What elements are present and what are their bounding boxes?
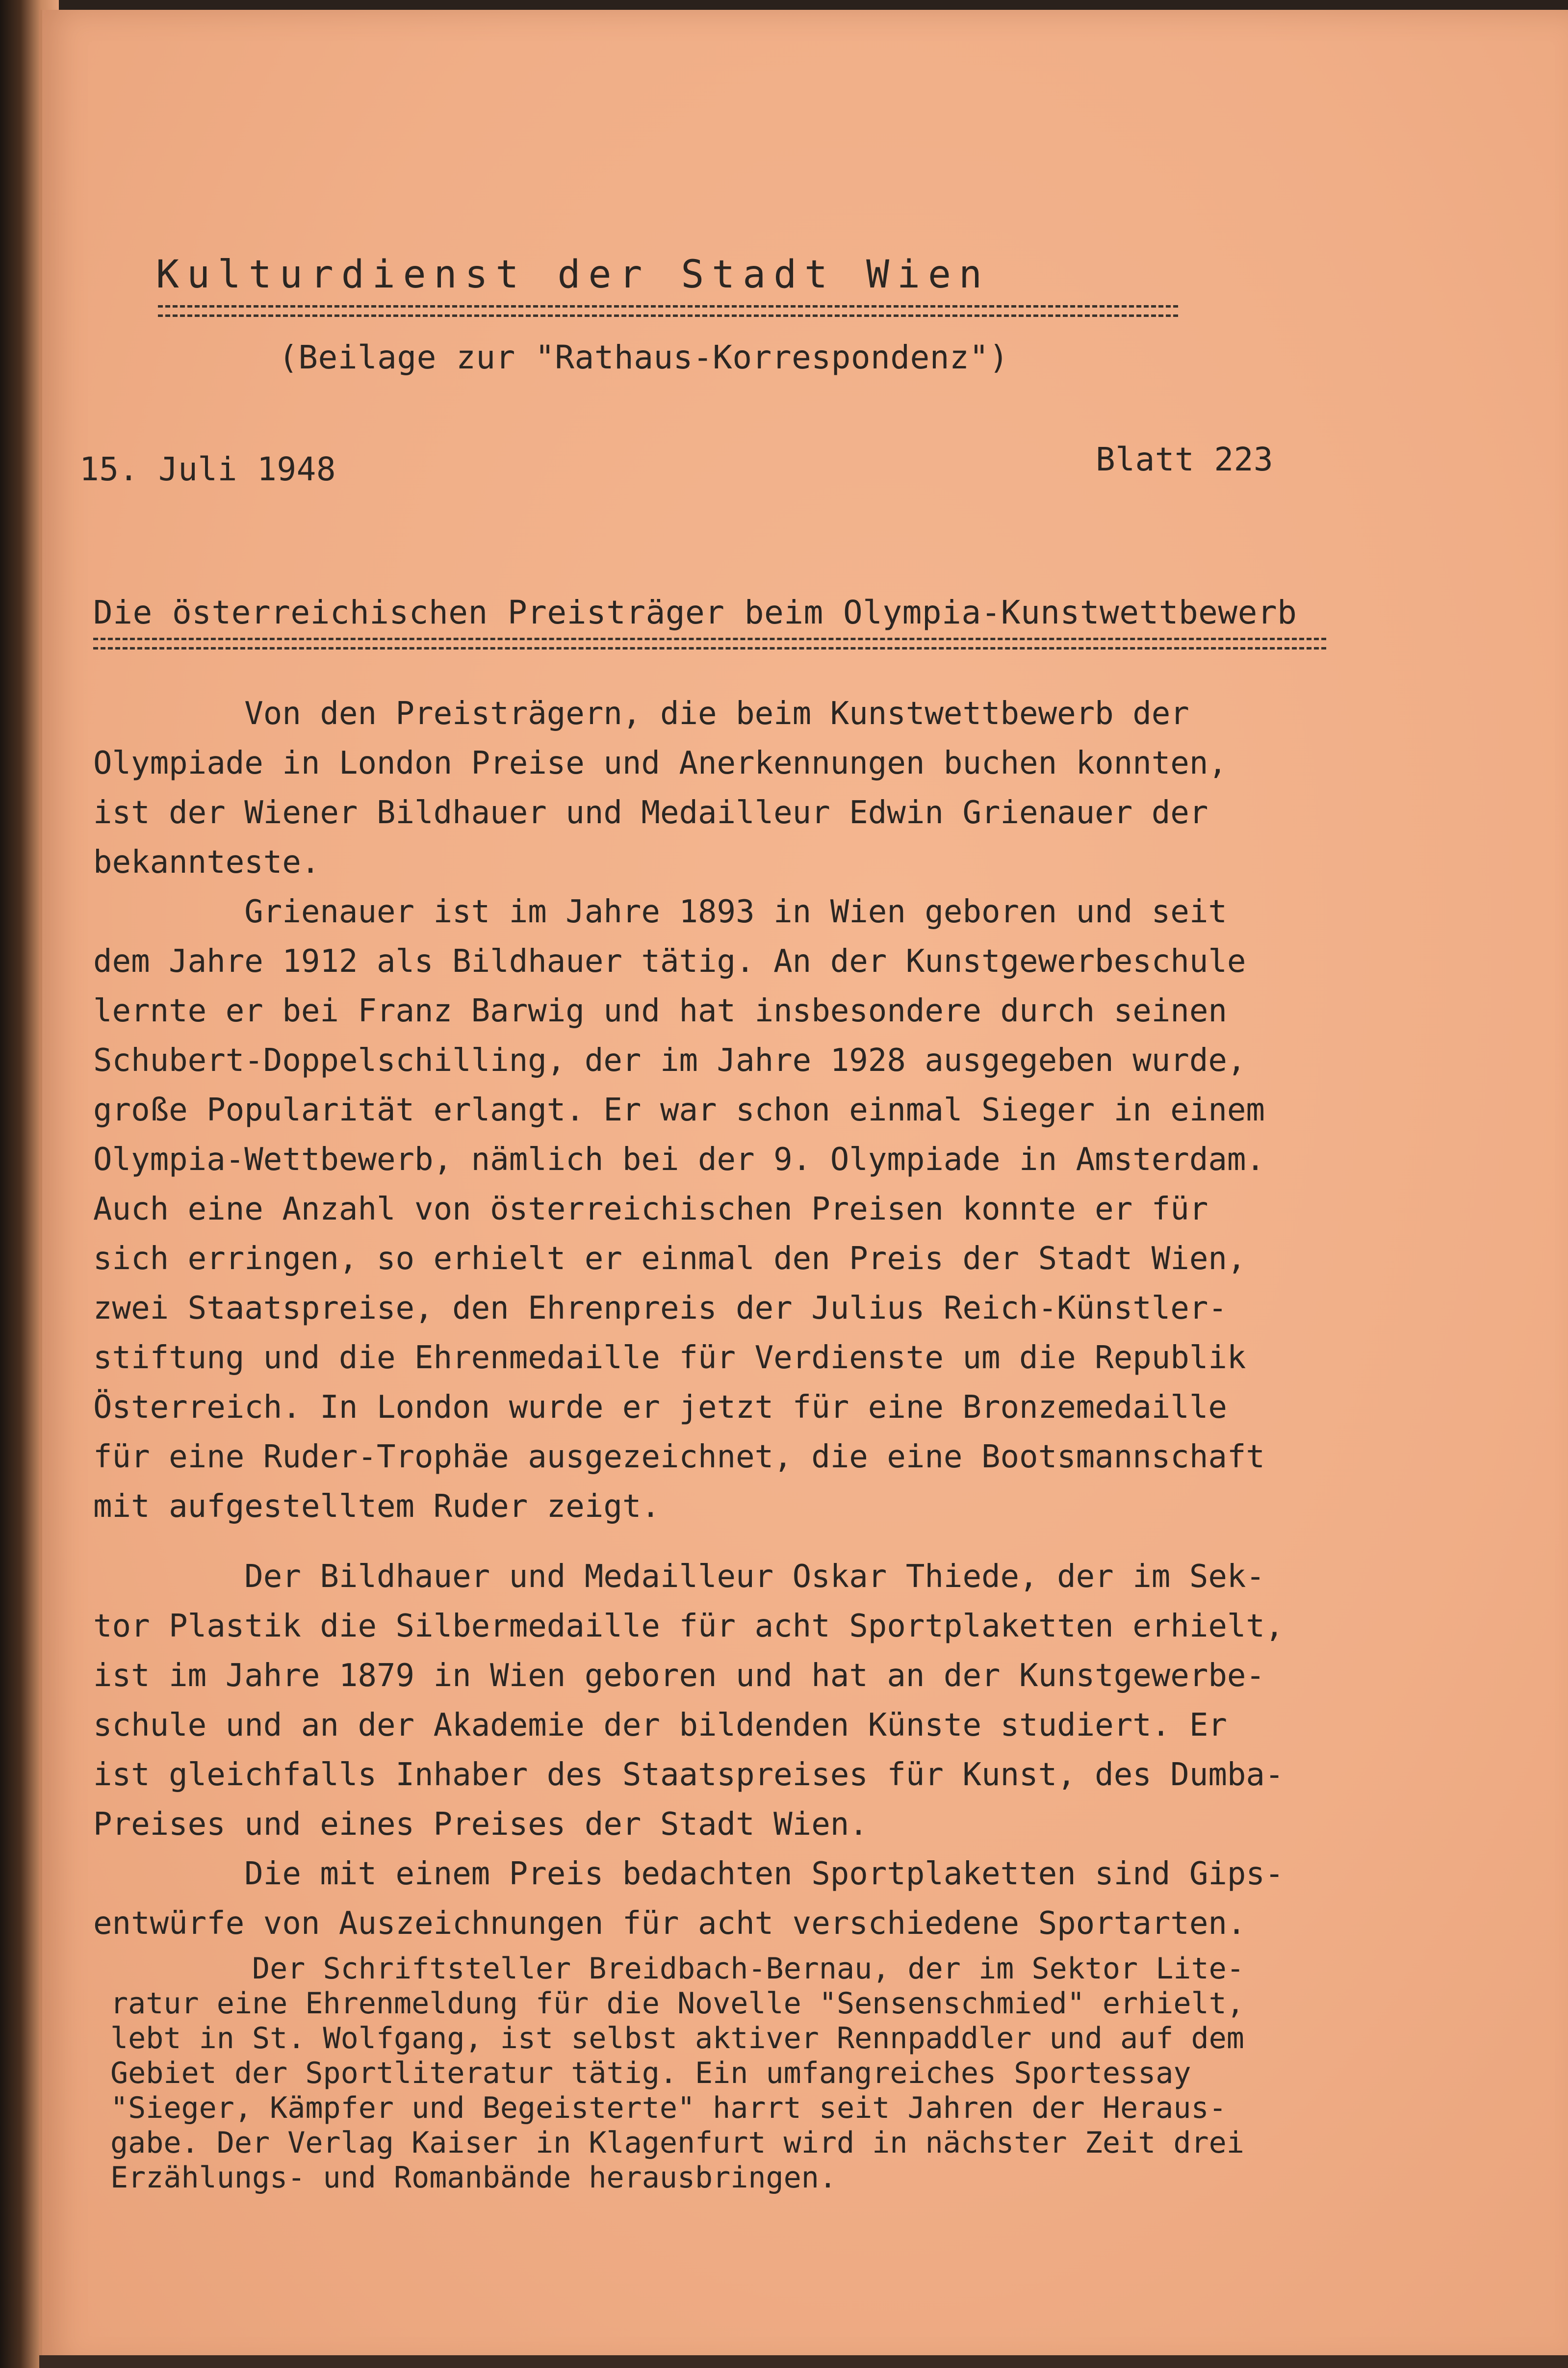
text-line: schule und an der Akademie der bildenden Künste studiert. Er	[93, 1707, 1227, 1743]
sheet-number: Blatt 223	[1096, 441, 1274, 478]
paragraph-grienauer-bio	[93, 887, 1417, 1532]
masthead-subtitle: (Beilage zur "Rathaus-Korrespondenz")	[279, 338, 1009, 376]
text-line: Die mit einem Preis bedachten Sportplaketten sind Gips-	[93, 1856, 1284, 1892]
text-line: Der Bildhauer und Medailleur Oskar Thiede, der im Sek-	[93, 1559, 1265, 1595]
text-line: stiftung und die Ehrenmedaille für Verdienste um die Republik	[93, 1340, 1246, 1376]
text-line: Erzählungs- und Romanbände herausbringen.	[110, 2160, 837, 2195]
text-line: ist gleichfalls Inhaber des Staatspreises für Kunst, des Dumba-	[93, 1757, 1284, 1793]
text-line: Österreich. In London wurde er jetzt für eine Bronzemedaille	[93, 1389, 1227, 1426]
paragraph-thiede	[93, 1552, 1417, 1849]
text-line: "Sieger, Kämpfer und Begeisterte" harrt seit Jahren der Heraus-	[110, 2091, 1227, 2125]
article-heading: Die österreichischen Preisträger beim Olympia-Kunstwettbewerb	[93, 594, 1297, 631]
text-line: Auch eine Anzahl von österreichischen Preisen konnte er für	[93, 1191, 1208, 1227]
text-line: ist im Jahre 1879 in Wien geboren und hat an der Kunstgewerbe-	[93, 1658, 1265, 1694]
text-line: Preises und eines Preises der Stadt Wien.	[93, 1806, 868, 1843]
text-line: bekannteste.	[93, 844, 320, 881]
text-line: ist der Wiener Bildhauer und Medailleur Edwin Grienauer der	[93, 795, 1208, 831]
text-line: tor Plastik die Silbermedaille für acht Sportplaketten erhielt,	[93, 1608, 1284, 1644]
text-line: Olympia-Wettbewerb, nämlich bei der 9. Olympiade in Amsterdam.	[93, 1142, 1265, 1178]
masthead-double-rule	[158, 305, 1178, 317]
text-line: Grienauer ist im Jahre 1893 in Wien geboren und seit	[93, 894, 1227, 930]
text-line: Schubert-Doppelschilling, der im Jahre 1928 ausgegeben wurde,	[93, 1042, 1246, 1079]
text-line: Gebiet der Sportliteratur tätig. Ein umfangreiches Sportessay	[110, 2056, 1191, 2090]
issue-date: 15. Juli 1948	[79, 450, 336, 488]
text-line: gabe. Der Verlag Kaiser in Klagenfurt wird in nächster Zeit drei	[110, 2126, 1244, 2160]
paragraph-sportplaketten	[93, 1849, 1417, 1949]
text-line: mit aufgestelltem Ruder zeigt.	[93, 1488, 660, 1525]
text-line: entwürfe von Auszeichnungen für acht verschiedene Sportarten.	[93, 1905, 1246, 1942]
heading-double-rule	[93, 638, 1326, 650]
text-line: lebt in St. Wolfgang, ist selbst aktiver Rennpaddler und auf dem	[110, 2021, 1244, 2056]
text-line: für eine Ruder-Trophäe ausgezeichnet, die eine Bootsmannschaft	[93, 1439, 1265, 1475]
text-line: sich erringen, so erhielt er einmal den Preis der Stadt Wien,	[93, 1241, 1246, 1277]
text-line: Von den Preisträgern, die beim Kunstwettbewerb der	[93, 696, 1189, 732]
text-line: Der Schriftsteller Breidbach-Bernau, der im Sektor Lite-	[110, 1952, 1244, 1986]
page-bottom-edge	[39, 2355, 1568, 2368]
text-line: ratur eine Ehrenmeldung für die Novelle "Sensenschmied" erhielt,	[110, 1986, 1244, 2021]
text-line: zwei Staatspreise, den Ehrenpreis der Julius Reich-Künstler-	[93, 1290, 1227, 1327]
text-line: dem Jahre 1912 als Bildhauer tätig. An der Kunstgewerbeschule	[93, 943, 1246, 980]
text-line: lernte er bei Franz Barwig und hat insbesondere durch seinen	[93, 993, 1227, 1029]
masthead-title: Kulturdienst der Stadt Wien	[156, 253, 990, 297]
paragraph-breidbach-bernau	[110, 1952, 1435, 2195]
paragraph-grienauer-intro	[93, 689, 1417, 887]
text-line: Olympiade in London Preise und Anerkennungen buchen konnten,	[93, 745, 1227, 781]
text-line: große Popularität erlangt. Er war schon einmal Sieger in einem	[93, 1092, 1265, 1128]
